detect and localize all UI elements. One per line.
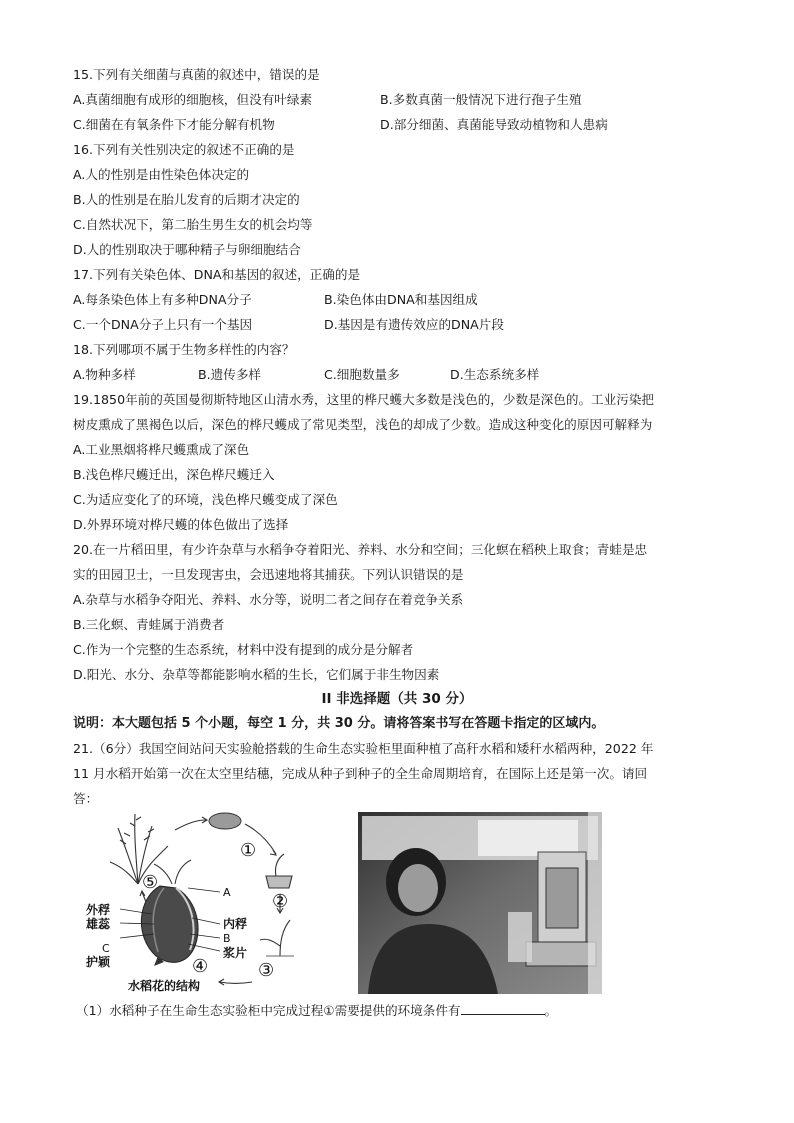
answer-blank[interactable] [461, 1002, 545, 1015]
q16-option-d: D.人的性别取决于哪种精子与卵细胞结合 [73, 242, 301, 257]
q19-stem-line2: 树皮熏成了黑褐色以后，深色的桦尺蠖成了常见类型，浅色的却成了少数。造成这种变化的原因可解释为 [73, 417, 653, 432]
label-C: C [102, 942, 110, 955]
q19-option-b: B.浅色桦尺蠖迁出，深色桦尺蠖迁入 [73, 467, 275, 482]
q21-sub1-end: 。 [544, 1003, 558, 1018]
q21-line1: 21.（6分）我国空间站问天实验舱搭载的生命生态实验柜里面种植了高秆水稻和矮秆水稻两种，2022 年 [73, 741, 654, 756]
label-waifu: 外稃 [86, 903, 111, 917]
label-jiangpian: 浆片 [223, 946, 248, 960]
q20-option-a: A.杂草与水稻争夺阳光、养料、水分等，说明二者之间存在着竞争关系 [73, 592, 464, 607]
q15-option-d: D.部分细菌、真菌能导致动植物和人患病 [380, 117, 608, 132]
q20-option-d: D.阳光、水分、杂草等都能影响水稻的生长，它们属于非生物因素 [73, 667, 440, 682]
q19-option-a: A.工业黑烟将桦尺蠖熏成了深色 [73, 442, 250, 457]
q15-option-b: B.多数真菌一般情况下进行孢子生殖 [380, 92, 582, 107]
space-station-photo [358, 812, 602, 994]
figure-caption: 水稻花的结构 [128, 979, 201, 993]
q16-option-b: B.人的性别是在胎儿发育的后期才决定的 [73, 192, 300, 207]
q17-option-d: D.基因是有遗传效应的DNA片段 [324, 317, 504, 332]
label-n3: ③ [258, 960, 275, 981]
q20-stem-line2: 实的田园卫士，一旦发现害虫，会迅速地将其捕获。下列认识错误的是 [73, 567, 464, 582]
label-B: B [223, 932, 231, 945]
q18-stem: 18.下列哪项不属于生物多样性的内容？ [73, 342, 295, 357]
rice-plant-sketch [110, 814, 168, 884]
q17-option-c: C.一个DNA分子上只有一个基因 [73, 317, 253, 332]
label-n2: ② [272, 891, 289, 912]
q21-line2: 11 月水稻开始第一次在太空里结穗，完成从种子到种子的全生命周期培育，在国际上还是第一次。请回 [73, 766, 648, 781]
q16-stem: 16.下列有关性别决定的叙述不正确的是 [73, 142, 295, 157]
q17-option-b: B.染色体由DNA和基因组成 [324, 292, 478, 307]
q18-option-a: A.物种多样 [73, 367, 136, 382]
rice-grain-sketch [209, 813, 241, 829]
q21-line3: 答： [73, 791, 99, 806]
label-n5: ⑤ [142, 872, 159, 893]
label-n1: ① [240, 840, 257, 861]
q17-stem: 17.下列有关染色体、DNA和基因的叙述，正确的是 [73, 267, 361, 282]
q20-stem-line1: 20.在一片稻田里，有少许杂草与水稻争夺着阳光、养料、水分和空间；三化螟在稻秧上取食；青蛙是忠 [73, 542, 648, 557]
q19-option-c: C.为适应变化了的环境，浅色桦尺蠖变成了深色 [73, 492, 338, 507]
q19-stem-line1: 19.1850年前的英国曼彻斯特地区山清水秀，这里的桦尺蠖大多数是浅色的，少数是深色的。工业污染把 [73, 392, 655, 407]
q18-option-b: B.遗传多样 [198, 367, 262, 382]
rice-flower-diagram [80, 806, 320, 998]
q21-sub1-text: （1）水稻种子在生命生态实验柜中完成过程①需要提供的环境条件有 [76, 1003, 461, 1018]
q19-option-d: D.外界环境对桦尺蠖的体色做出了选择 [73, 517, 289, 532]
section-note: 说明：本大题包括 5 个小题，每空 1 分，共 30 分。请将答案书写在答题卡指定的区域内。 [73, 716, 605, 731]
q20-option-b: B.三化螟、青蛙属于消费者 [73, 617, 225, 632]
q20-option-c: C.作为一个完整的生态系统，材料中没有提到的成分是分解者 [73, 642, 414, 657]
section-title: II 非选择题（共 30 分） [321, 691, 473, 707]
q15-option-a: A.真菌细胞有成形的细胞核，但没有叶绿素 [73, 92, 313, 107]
q15-stem: 15.下列有关细菌与真菌的叙述中，错误的是 [73, 67, 320, 82]
q18-option-c: C.细胞数量多 [324, 367, 400, 382]
label-huying: 护颖 [86, 955, 111, 969]
q21-sub1 [76, 1002, 557, 1019]
q16-option-c: C.自然状况下，第二胎生男生女的机会均等 [73, 217, 313, 232]
q17-option-a: A.每条染色体上有多种DNA分子 [73, 292, 252, 307]
label-n4: ④ [192, 956, 209, 977]
q16-option-a: A.人的性别是由性染色体决定的 [73, 167, 250, 182]
q15-option-c: C.细菌在有氧条件下才能分解有机物 [73, 117, 275, 132]
label-A: A [223, 886, 231, 899]
label-neifu: 内稃 [223, 917, 248, 931]
q18-option-d: D.生态系统多样 [450, 367, 540, 382]
label-xiongrui: 雄蕊 [86, 917, 111, 931]
